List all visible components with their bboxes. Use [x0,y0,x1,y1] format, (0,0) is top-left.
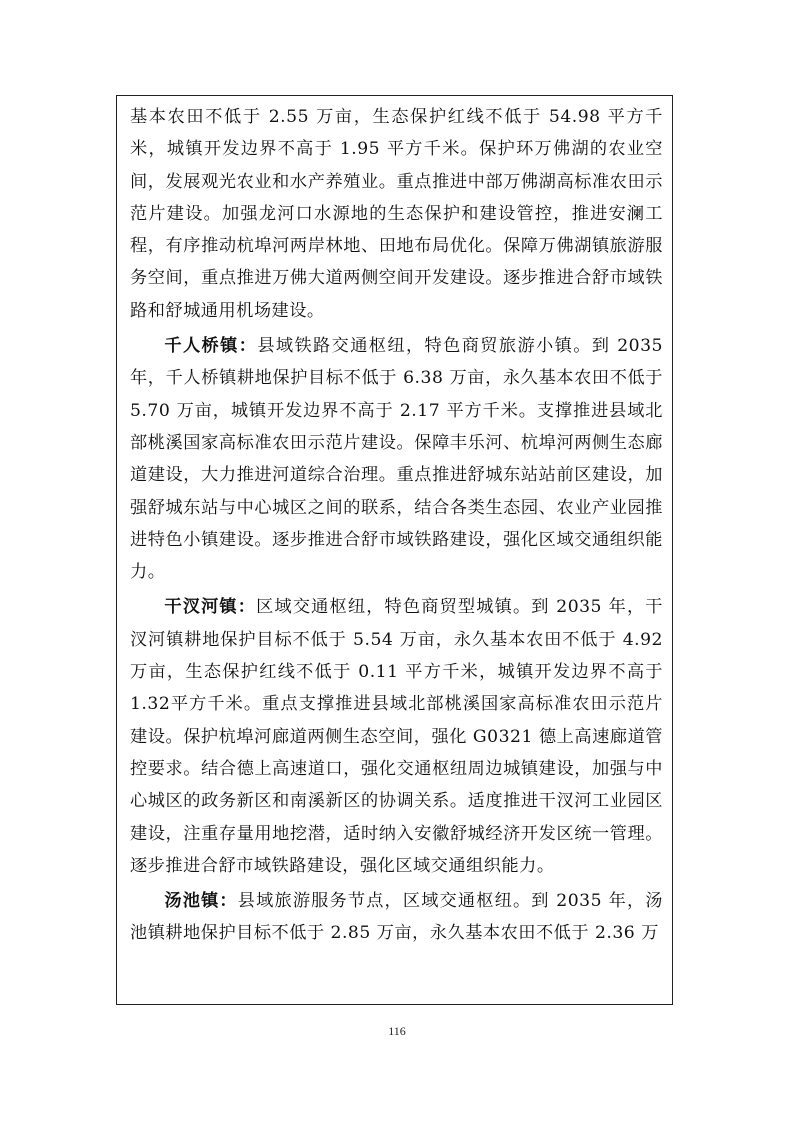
intro-paragraph [130,101,663,327]
page-number: 116 [388,1024,406,1038]
town-description: 县域旅游服务节点，区域交通枢纽。到 2035 年，汤池镇耕地保护目标不低于 2.85 万亩，永久基本农田不低于 2.36 万 [130,891,663,944]
town-paragraph-ganchahe [130,591,663,882]
town-paragraph-qianrenqiao [130,330,663,588]
town-description: 区域交通枢纽，特色商贸型城镇。到 2035 年，干汊河镇耕地保护目标不低于 5.54 万亩，永久基本农田不低于 4.92 万亩，生态保护红线不低于 0.11 平方千米，城镇开发边界不高于 1.32平方千米。重点支撑推进县域北部桃溪国家高标准农田示范片建设。保护杭埠河廊道两侧生态空间，强化 G0321 德上高速廊道管控要求。结合德上高速道口，强化交通枢纽周边城镇建设，加强与中心城区的政务新区和南溪新区的协调关系。适度推进干汊河工业园区建设，注重存量用地挖潜，适时纳入安徽舒城经济开发区统一管理。逐步推进合舒市域铁路建设，强化区域交通组织能力。 [130,597,663,876]
town-description: 县域铁路交通枢纽，特色商贸旅游小镇。到 2035 年，千人桥镇耕地保护目标不低于 6.38 万亩，永久基本农田不低于 5.70 万亩，城镇开发边界不高于 2.17 平方千米。支撑推进县域北部桃溪国家高标准农田示范片建设。保障丰乐河、杭埠河两侧生态廊道建设，大力推进河道综合治理。重点推进舒城东站站前区建设，加强舒城东站与中心城区之间的联系，结合各类生态园、农业产业园推进特色小镇建设。逐步推进合舒市域铁路建设，强化区域交通组织能力。 [130,336,663,583]
town-paragraph-tangchi [130,885,663,950]
town-name: 干汊河镇： [164,597,257,618]
town-name: 汤池镇： [164,891,238,912]
town-name: 千人桥镇： [164,336,258,357]
intro-text: 基本农田不低于 2.55 万亩，生态保护红线不低于 54.98 平方千米，城镇开发边界不高于 1.95 平方千米。保护环万佛湖的农业空间，发展观光农业和水产养殖业。重点推进中部万佛湖高标准农田示范片建设。加强龙河口水源地的生态保护和建设管控，推进安澜工程，有序推动杭埠河两岸林地、田地布局优化。保障万佛湖镇旅游服务空间，重点推进万佛大道两侧空间开发建设。逐步推进合舒市域铁路和舒城通用机场建设。 [130,107,663,321]
text-box [116,95,673,1005]
